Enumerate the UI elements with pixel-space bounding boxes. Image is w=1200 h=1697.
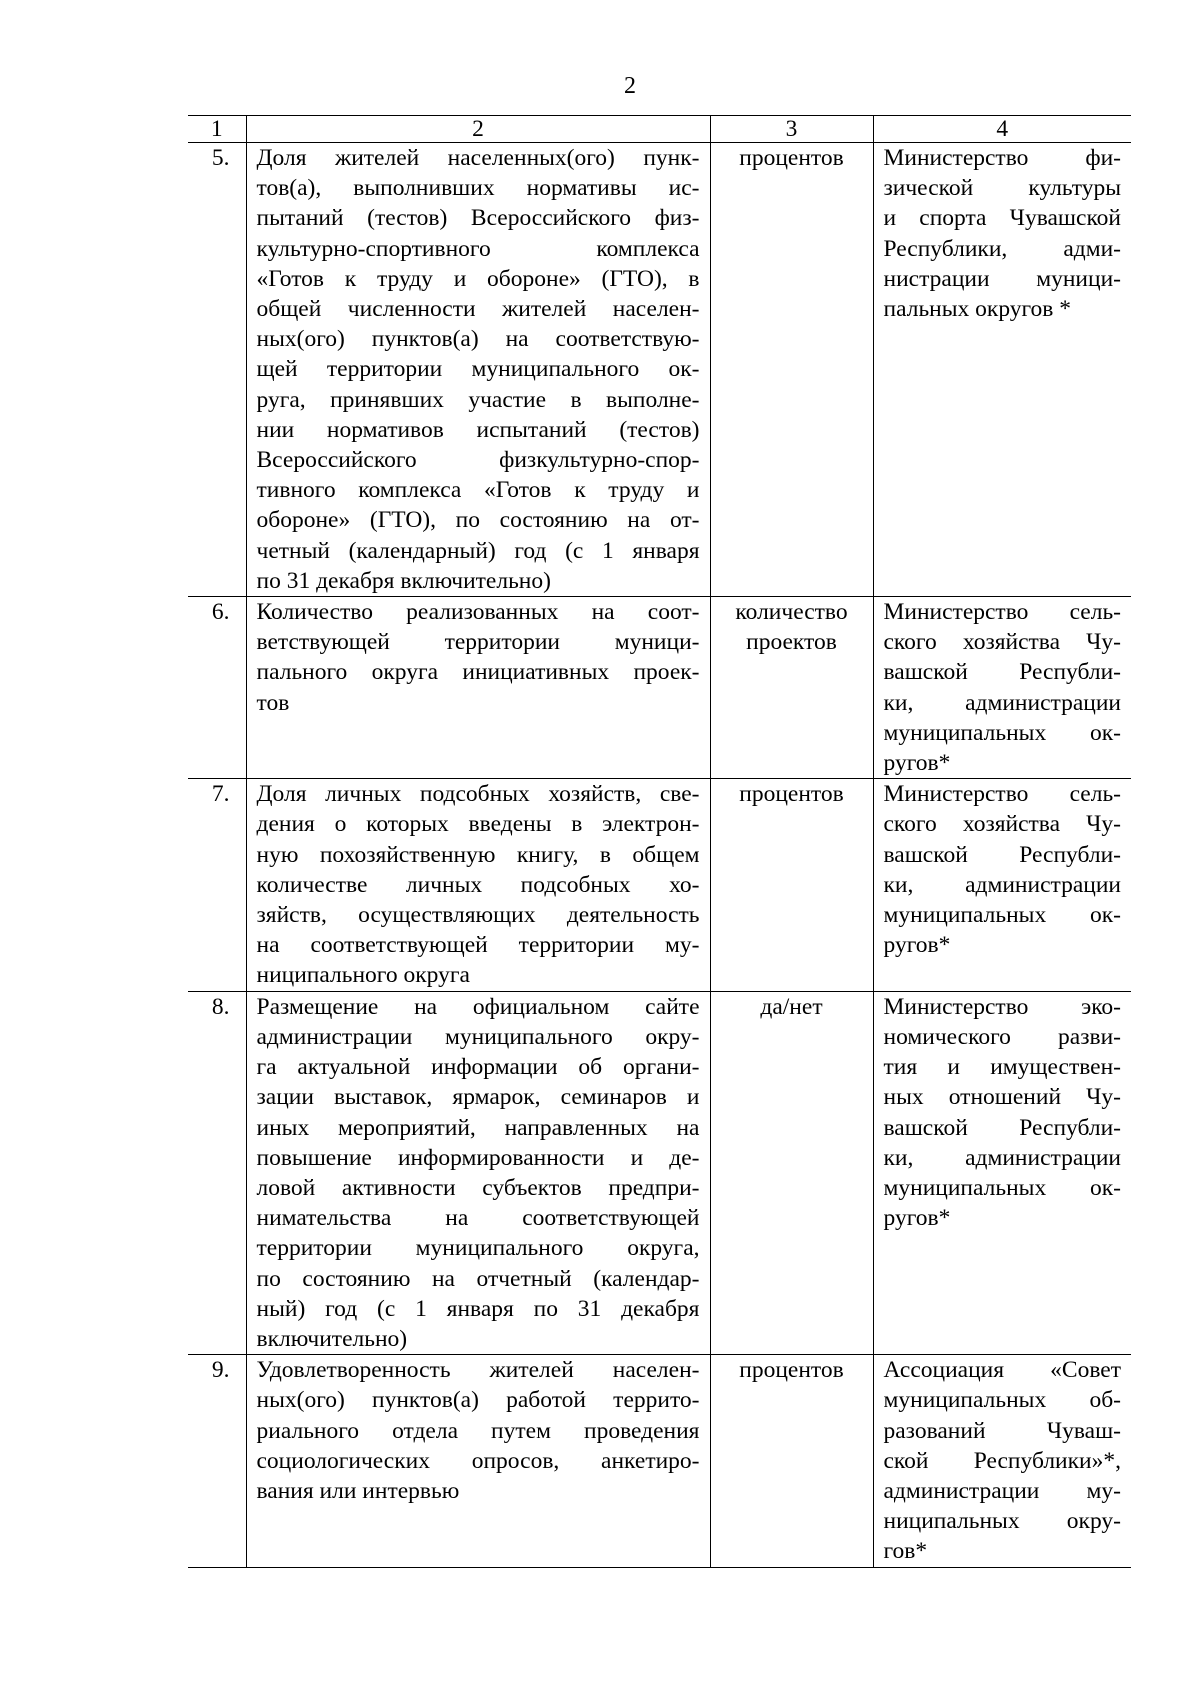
indicator-description [246,991,710,1354]
description-line: Доля личных подсобных хозяйств, све- [256,781,700,808]
responsible-line: вашской Республи- [883,841,1121,868]
responsible-body [873,597,1131,779]
unit-of-measure: процентов [710,143,873,597]
row-number: 7. [188,779,246,991]
row-number: 5. [188,143,246,597]
responsible-line: Ассоциация «Совет [883,1357,1121,1384]
indicators-table [188,115,1131,1568]
responsible-line: ки, администрации [883,1144,1121,1171]
page-number: 2 [624,73,636,99]
description-line: ветствующей территории муници- [256,629,700,656]
column-header-4: 4 [873,116,1131,143]
responsible-line: ругов* [883,1205,951,1232]
responsible-body [873,143,1131,597]
column-header-3: 3 [710,116,873,143]
description-line: вания или интервью [256,1477,460,1504]
description-line: ных(ого) пунктов(а) на соответствую- [256,326,700,353]
responsible-line: ругов* [883,750,951,777]
table-row [188,1355,1131,1567]
responsible-line: муниципальных ок- [883,1174,1121,1201]
description-line: социологических опросов, анкетиро- [256,1447,700,1474]
responsible-line: и спорта Чувашской [883,205,1121,232]
description-line: Удовлетворенность жителей населен- [256,1357,700,1384]
responsible-line: администрации му- [883,1477,1121,1504]
unit-of-measure: да/нет [710,991,873,1354]
description-line: культурно-спортивного комплекса [256,235,700,262]
unit-of-measure: количество проектов [710,597,873,779]
responsible-line: ругов* [883,932,951,959]
responsible-line: пальных округов * [883,296,1072,323]
responsible-line: ных отношений Чу- [883,1084,1121,1111]
description-line: пального округа инициативных проек- [256,659,700,686]
description-line: на соответствующей территории му- [256,932,700,959]
description-line: обороне» (ГТО), по состоянию на от- [256,507,700,534]
description-line: по 31 декабря включительно) [256,567,551,594]
table-header-row [188,116,1131,143]
responsible-line: муниципальных ок- [883,719,1121,746]
description-line: иных мероприятий, направленных на [256,1114,700,1141]
responsible-line: Министерство сель- [883,599,1121,626]
responsible-line: ского хозяйства Чу- [883,629,1121,656]
responsible-line: вашской Республи- [883,659,1121,686]
description-line: ниципального округа [256,962,470,989]
responsible-line: ки, администрации [883,871,1121,898]
description-line: включительно) [256,1325,408,1352]
description-line: четный (календарный) год (с 1 января [256,537,700,564]
responsible-line: нистрации муници- [883,265,1121,292]
column-header-1: 1 [188,116,246,143]
description-line: Количество реализованных на соот- [256,599,700,626]
description-line: «Готов к труду и обороне» (ГТО), в [256,265,700,292]
responsible-line: номического разви- [883,1023,1121,1050]
responsible-line: ского хозяйства Чу- [883,811,1121,838]
responsible-body [873,991,1131,1354]
table-row [188,779,1131,991]
responsible-body [873,779,1131,991]
description-line: руга, принявших участие в выполне- [256,386,700,413]
description-line: повышение информированности и де- [256,1144,700,1171]
description-line: Размещение на официальном сайте [256,993,700,1020]
table-row [188,991,1131,1354]
responsible-line: ниципальных окру- [883,1508,1121,1535]
responsible-line: Министерство эко- [883,993,1121,1020]
table-body [188,143,1131,1568]
description-line: по состоянию на отчетный (календар- [256,1265,700,1292]
responsible-body [873,1355,1131,1567]
responsible-line: Министерство фи- [883,145,1121,171]
description-line: тов(а), выполнивших нормативы ис- [256,175,700,202]
table-row [188,597,1131,779]
description-line: Доля жителей населенных(ого) пунк- [256,145,700,171]
description-line: количестве личных подсобных хо- [256,871,700,898]
responsible-line: муниципальных ок- [883,902,1121,929]
responsible-line: ки, администрации [883,689,1121,716]
responsible-line: гов* [883,1538,928,1565]
responsible-line: Министерство сель- [883,781,1121,808]
responsible-line: разований Чуваш- [883,1417,1121,1444]
row-number: 9. [188,1355,246,1567]
description-line: ный) год (с 1 января по 31 декабря [256,1295,700,1322]
column-header-2: 2 [246,116,710,143]
description-line: ную похозяйственную книгу, в общем [256,841,700,868]
description-line: риального отдела путем проведения [256,1417,700,1444]
unit-of-measure: процентов [710,779,873,991]
description-line: Всероссийского физкультурно-спор- [256,447,700,474]
indicator-description [246,1355,710,1567]
description-line: ловой активности субъектов предпри- [256,1174,700,1201]
description-line: общей численности жителей населен- [256,296,700,323]
indicator-description [246,597,710,779]
description-line: зации выставок, ярмарок, семинаров и [256,1084,700,1111]
indicator-description [246,143,710,597]
description-line: га актуальной информации об органи- [256,1054,700,1081]
description-line: администрации муниципального окру- [256,1023,700,1050]
responsible-line: ской Республики»*, [883,1447,1121,1474]
responsible-line: тия и имуществен- [883,1054,1121,1081]
responsible-line: вашской Республи- [883,1114,1121,1141]
description-line: дения о которых введены в электрон- [256,811,700,838]
row-number: 6. [188,597,246,779]
unit-of-measure: процентов [710,1355,873,1567]
description-line: тов [256,689,290,716]
responsible-line: муниципальных об- [883,1387,1121,1414]
description-line: территории муниципального округа, [256,1235,700,1262]
description-line: ных(ого) пунктов(а) работой террито- [256,1387,700,1414]
responsible-line: зической культуры [883,175,1121,202]
row-number: 8. [188,991,246,1354]
description-line: щей территории муниципального ок- [256,356,700,383]
description-line: нимательства на соответствующей [256,1205,700,1232]
table-row [188,143,1131,597]
description-line: нии нормативов испытаний (тестов) [256,416,700,443]
indicator-description [246,779,710,991]
responsible-line: Республики, адми- [883,235,1121,262]
description-line: пытаний (тестов) Всероссийского физ- [256,205,700,232]
description-line: тивного комплекса «Готов к труду и [256,477,700,504]
description-line: зяйств, осуществляющих деятельность [256,902,700,929]
